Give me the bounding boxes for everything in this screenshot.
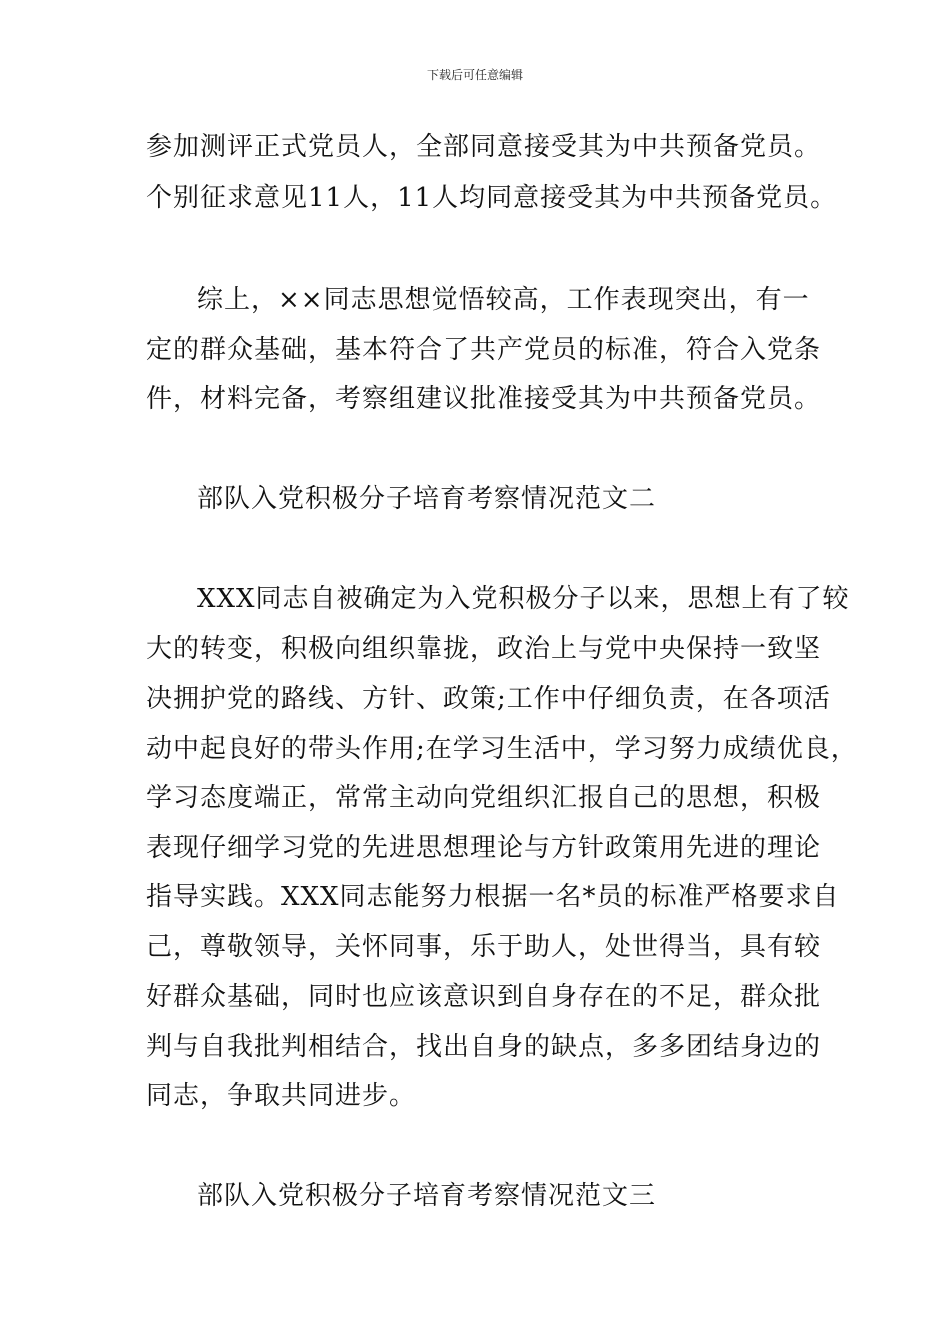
- paragraph-line: XXX同志自被确定为入党积极分子以来，思想上有了较: [197, 584, 850, 614]
- paragraph-line: 个别征求意见11人，11人均同意接受其为中共预备党员。: [146, 183, 838, 213]
- page-header: 下载后可任意编辑: [426, 68, 523, 82]
- paragraph-line: 定的群众基础，基本符合了共产党员的标准，符合入党条: [146, 335, 822, 365]
- paragraph-line: 学习态度端正，常常主动向党组织汇报自己的思想，积极: [146, 783, 822, 813]
- paragraph-line: 好群众基础，同时也应该意识到自身存在的不足，群众批: [146, 982, 822, 1012]
- paragraph-line: 指导实践。XXX同志能努力根据一名*员的标准严格要求自: [146, 882, 840, 912]
- paragraph-line: 判与自我批判相结合，找出自身的缺点，多多团结身边的: [146, 1032, 822, 1062]
- paragraph-line: 动中起良好的带头作用;在学习生活中，学习努力成绩优良，: [146, 734, 858, 764]
- paragraph-line: 己，尊敬领导，关怀同事，乐于助人，处世得当，具有较: [146, 932, 822, 962]
- paragraph-line: 件，材料完备，考察组建议批准接受其为中共预备党员。: [146, 384, 822, 414]
- paragraph-line: 表现仔细学习党的先进思想理论与方针政策用先进的理论: [146, 833, 822, 863]
- paragraph-line: 参加测评正式党员人，全部同意接受其为中共预备党员。: [146, 132, 822, 162]
- paragraph-line: 决拥护党的路线、方针、政策;工作中仔细负责，在各项活: [146, 684, 831, 714]
- paragraph-line: 同志，争取共同进步。: [146, 1081, 417, 1111]
- paragraph-line: 大的转变，积极向组织靠拢，政治上与党中央保持一致坚: [146, 634, 822, 664]
- paragraph-line: 综上，××同志思想觉悟较高，工作表现突出，有一: [197, 285, 810, 315]
- section-heading: 部队入党积极分子培育考察情况范文三: [197, 1181, 657, 1211]
- section-heading: 部队入党积极分子培育考察情况范文二: [197, 484, 657, 514]
